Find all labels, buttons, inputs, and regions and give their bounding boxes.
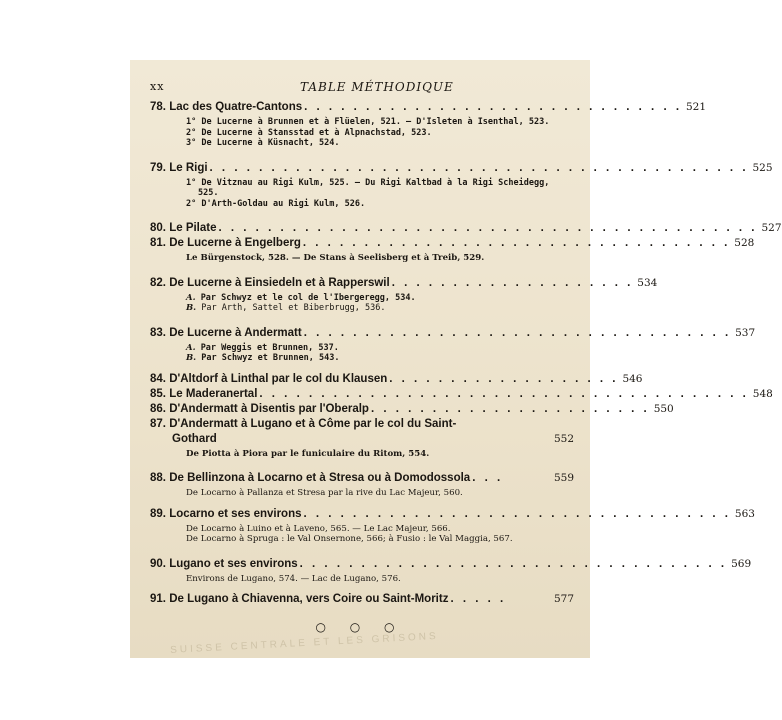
toc-entry-91 bbox=[150, 592, 574, 607]
entry-title: De Lucerne à Einsiedeln et à Rapperswil bbox=[169, 276, 390, 289]
entry-title: Le Maderanertal bbox=[169, 387, 258, 400]
entry-number: 88. bbox=[150, 472, 166, 484]
ornament-circles: ○ ○ ○ bbox=[315, 620, 405, 634]
entry-title: De Lucerne à Engelberg bbox=[169, 237, 301, 249]
sub-entry: De Locarno à Spruga : le Val Onsernone, 566; à Fusio : le Val Maggia, 567. bbox=[186, 534, 513, 544]
entry-page: 528 bbox=[734, 237, 755, 249]
toc-entry-85 bbox=[150, 387, 773, 402]
entry-page: 569 bbox=[731, 557, 752, 570]
page-number: xx bbox=[150, 80, 165, 93]
entry-number: 81. bbox=[150, 237, 166, 249]
toc-entry-82 bbox=[150, 276, 658, 318]
entry-number: 84. bbox=[150, 372, 166, 385]
toc-entry-88 bbox=[150, 471, 574, 503]
entry-page: 548 bbox=[752, 387, 773, 400]
entry-number: 85. bbox=[150, 387, 166, 400]
sub-entry: De Locarno à Luino et à Laveno, 565. — Le Lac Majeur, 566. bbox=[186, 523, 451, 534]
entry-number: 89. bbox=[150, 507, 166, 520]
toc-entry-79 bbox=[150, 161, 773, 214]
entry-page: 552 bbox=[553, 432, 574, 445]
sub-entry: 2° D'Arth-Goldau au Rigi Kulm, 526. bbox=[186, 198, 366, 209]
leader-dots: . . . . . . . . . . . . . . . . . . . . . . . . . . . . . . . . . . . . . . . . . . . . bbox=[209, 161, 749, 174]
leader-dots: . . . . . . . . . . . . . . . . . . . . . . . bbox=[370, 402, 650, 415]
entry-page: 527 bbox=[761, 222, 782, 234]
book-page bbox=[130, 60, 782, 658]
entry-title: De Lucerne à Andermatt bbox=[169, 326, 302, 339]
entry-title: De Bellinzona à Locarno et à Stresa ou à Domodossola bbox=[169, 472, 471, 484]
entry-title: Lugano et ses environs bbox=[169, 557, 298, 570]
entry-page: 550 bbox=[653, 402, 674, 415]
toc-entry-90 bbox=[150, 557, 752, 589]
entry-page: 559 bbox=[553, 472, 574, 484]
entry-number: 78. bbox=[150, 101, 166, 113]
toc-entry-80 bbox=[150, 221, 782, 236]
sub-entry: 1° De Lucerne à Brunnen et à Flüelen, 521. — D'Isleten à Isenthal, 523. bbox=[186, 117, 550, 127]
leader-dots: . . . . . . . . . . . . . . . . . . . . . . . . . . . . . . . . . . . bbox=[299, 557, 728, 570]
entry-number: 79. bbox=[150, 161, 166, 174]
entry-title: D'Andermatt à Disentis par l'Oberalp bbox=[169, 402, 369, 415]
sub-entry: Environs de Lugano, 574. — Lac de Lugano, 576. bbox=[186, 573, 401, 584]
page-header bbox=[150, 80, 574, 96]
entry-number: 91. bbox=[150, 593, 166, 605]
entry-number: 82. bbox=[150, 276, 166, 289]
entry-page: 546 bbox=[622, 372, 643, 385]
toc-entry-84 bbox=[150, 372, 643, 387]
leader-dots: . . . . . . . . . . . . . . . . . . . . . . . . . . . . . . . . . . . bbox=[303, 507, 731, 520]
entry-title-continued: Gothard bbox=[172, 432, 217, 445]
bleed-through-text: SUISSE CENTRALE ET LES GRISONS bbox=[169, 630, 439, 656]
running-title: TABLE MÉTHODIQUE bbox=[300, 80, 454, 94]
entry-number: 80. bbox=[150, 222, 166, 234]
entry-title: Locarno et ses environs bbox=[169, 507, 302, 520]
entry-page: 534 bbox=[637, 276, 658, 289]
sub-entry: 2° De Lucerne à Stansstad et à Alpnachstad, 523. bbox=[186, 127, 432, 138]
entry-page: 577 bbox=[553, 593, 574, 605]
toc-entry-86 bbox=[150, 402, 674, 417]
entry-title: Le Rigi bbox=[169, 161, 208, 174]
sub-entry: Le Bürgenstock, 528. — De Stans à Seelisberg et à Treib, 529. bbox=[186, 253, 485, 263]
table-of-contents bbox=[150, 100, 782, 607]
toc-entry-87 bbox=[150, 417, 574, 464]
entry-title: Lac des Quatre-Cantons bbox=[169, 101, 303, 113]
leader-dots: . . . . . . . . . . . . . . . . . . . . . . . . . . . . . . . . . . . . . . . . bbox=[259, 387, 749, 400]
toc-entry-81 bbox=[150, 236, 755, 268]
leader-dots: . . . . . . . . . . . . . . . . . . . bbox=[389, 372, 619, 385]
leader-dots: . . . . . . . . . . . . . . . . . . . . . . . . . . . . . . . . . . . . . . . . . . . . bbox=[218, 222, 758, 234]
sub-entry: B. Par Schwyz et Brunnen, 543. bbox=[186, 353, 340, 363]
leader-dots: . . . . . . . . . . . . . . . . . . . . . . . . . . . . . . . . . . . bbox=[302, 237, 731, 249]
entry-number: 83. bbox=[150, 326, 166, 339]
leader-dots: . . . . . bbox=[450, 593, 507, 605]
sub-entry: A. Par Schwyz et le col de l'Ibergeregg, 534. bbox=[186, 292, 416, 303]
sub-entry: B. Par Arth, Sattel et Biberbrugg, 536. bbox=[186, 303, 386, 313]
toc-entry-78 bbox=[150, 100, 707, 153]
entry-page: 525 bbox=[752, 161, 773, 174]
sub-entry: 1° De Vitznau au Rigi Kulm, 525. — Du Rigi Kaltbad à la Rigi Scheidegg, 525. bbox=[186, 177, 550, 198]
entry-number: 86. bbox=[150, 402, 166, 415]
sub-entry: A. Par Weggis et Brunnen, 537. bbox=[186, 342, 339, 353]
sub-entry: De Locarno à Pallanza et Stresa par la rive du Lac Majeur, 560. bbox=[186, 488, 463, 498]
leader-dots: . . . . . . . . . . . . . . . . . . . . bbox=[391, 276, 634, 289]
entry-page: 537 bbox=[735, 326, 756, 339]
entry-number: 90. bbox=[150, 557, 166, 570]
entry-number: 87. bbox=[150, 417, 166, 430]
entry-title: De Lugano à Chiavenna, vers Coire ou Saint-Moritz bbox=[169, 593, 449, 605]
sub-entry: 3° De Lucerne à Küsnacht, 524. bbox=[186, 138, 340, 148]
leader-dots: . . . bbox=[472, 472, 504, 484]
entry-title: Le Pilate bbox=[169, 222, 217, 234]
leader-dots: . . . . . . . . . . . . . . . . . . . . . . . . . . . . . . . bbox=[304, 101, 683, 113]
toc-entry-89 bbox=[150, 507, 755, 549]
entry-title: D'Altdorf à Linthal par le col du Klausen bbox=[169, 372, 388, 385]
sub-entry: De Piotta à Piora par le funiculaire du Ritom, 554. bbox=[186, 448, 430, 459]
toc-entry-83 bbox=[150, 326, 756, 368]
entry-page: 563 bbox=[734, 507, 755, 520]
entry-page: 521 bbox=[685, 101, 707, 113]
leader-dots: . . . . . . . . . . . . . . . . . . . . . . . . . . . . . . . . . . . bbox=[303, 326, 732, 339]
entry-title: D'Andermatt à Lugano et à Côme par le col du Saint- bbox=[169, 417, 457, 430]
